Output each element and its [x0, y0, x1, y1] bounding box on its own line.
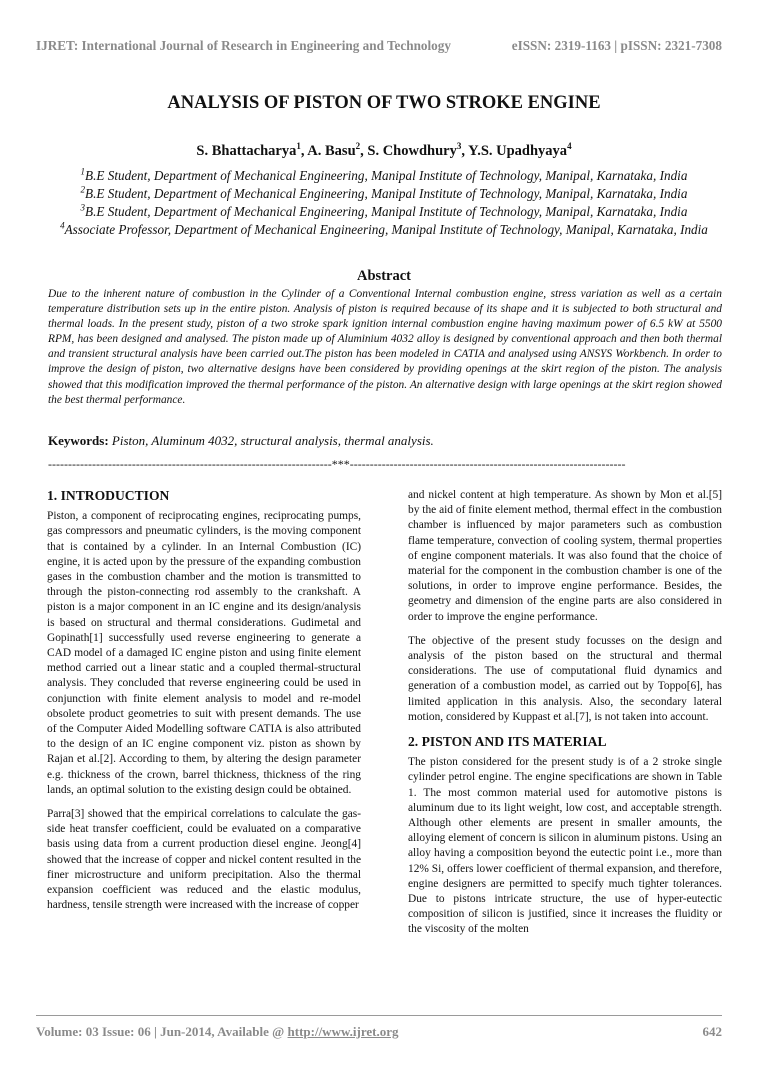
abstract-text: Due to the inherent nature of combustion in the Cylinder of a Conventional Internal combustion engine, stress variation as well as a certain temperature distribution sets up in the entire piston. Analysis of piston is required because of its shape and it is subjected to both structural and thermal loads. In the present study, piston of a two stroke spark ignition internal combustion engine having maximum power of 6.5 kW at 5500 RPM, has been designed and analysed. The piston made up of Aluminium 4032 alloy is designed by conventional approach and then both thermal and transient structural analysis have been carried out.The piston has been modeled in CATIA and analysed using ANSYS Workbench. In order to improve the design of piston, two alternative designs have been considered by providing openings at the skirt region of the piston. The analysis showed that this modification improved the thermal performance of the piston. An alternative design with large openings at the skirt region showed the best thermal performance.: [48, 288, 722, 406]
author: S. Chowdhury: [367, 143, 457, 159]
page-number: 642: [702, 1024, 722, 1039]
paragraph: The objective of the present study focusses on the design and analysis of the piston based on the structural and thermal considerations. The use of computational fluid dynamics and generation of a combustion model, as carried out by Toppo[6], has limited application in this analysis. Also, the secondary lateral motion, considered by Kuppast et al.[7], is not taken into account.: [408, 634, 722, 723]
column-left: [47, 488, 361, 922]
affiliation: $^1$B.E Student, Department of Mechanical Engineering, Manipal Institute of Technology, Manipal, Karnataka, India: [80, 166, 688, 183]
keywords-text: Piston, Aluminum 4032, structural analysis, thermal analysis.: [111, 433, 434, 448]
abstract-heading: Abstract: [357, 268, 411, 284]
paragraph: Piston, a component of reciprocating engines, reciprocating pumps, gas compressors and pneumatic cylinders, is the moving component that is contained by a cylinder. In an Internal Combustion (IC) engine, it is acted upon by the pressure of the expanding combustion gases in the combustion chamber and the motion is transmitted to through the piston-connecting rod assembly to the crankshaft. A piston is a major component in an IC engine and its design/analysis is based on structural and thermal considerations. Gudimetal and Gopinath[1] successfully used reverse engineering to generate a CAD model of a damaged IC engine piston and using finite element method carried out a linear static and a coupled thermal-structural analysis. They concluded that reverse engineering could be used in conjunction with finite element analysis to model and re-model obsolete product geometries to suit with present demands. The use of the Computer Aided Modelling software CATIA is also attributed to the design of an IC engine component viz. piston as shown by Rajan et al.[2]. According to them, by altering the design parameter e.g. thickness of the crown, barrel thickness, thickness of the ring lands, an optimal solution to the existing design could be obtained.: [47, 510, 361, 796]
author: A. Basu: [307, 143, 356, 159]
separator-rule: -----------------------------------------------------------------------***---------------------------------------------------------------------: [48, 457, 626, 471]
author-sup: 1: [296, 141, 301, 152]
affiliation: $^2$B.E Student, Department of Mechanical Engineering, Manipal Institute of Technology, Manipal, Karnataka, India: [80, 184, 688, 201]
affiliation: $^4$Associate Professor, Department of Mechanical Engineering, Manipal Institute of Technology, Manipal, Karnataka, India: [60, 220, 708, 237]
author: Y.S. Upadhyaya: [468, 143, 568, 159]
journal-link[interactable]: http://www.ijret.org: [287, 1024, 399, 1039]
running-header: [36, 38, 722, 56]
volume-info: Volume: 03 Issue: 06 | Jun-2014, Available @ http://www.ijret.org: [36, 1024, 399, 1039]
paragraph: The piston considered for the present study is of a 2 stroke single cylinder petrol engine. The engine specifications are shown in Table 1. The most common material used for automotive pistons is aluminum due to its light weight, low cost, and acceptable strength. Although other elements are present in smaller amounts, the alloying element of concern is silicon in aluminum pistons. Using an alloy having a composition beyond the eutectic point i.e., more than 12% Si, offers lower coefficient of thermal expansion, and therefore, engine designers are permitted to specify much tighter tolerances. Due to pistons intricate structure, the use of hyper-eutectic composition of silicon is justified, since it increases the fluidity or the viscosity of the molten: [408, 756, 722, 936]
paper-title: ANALYSIS OF PISTON OF TWO STROKE ENGINE: [167, 93, 601, 113]
journal-name: IJRET: International Journal of Research in Engineering and Technology: [36, 38, 451, 53]
affiliations: [48, 167, 720, 239]
keywords: [48, 433, 722, 449]
paragraph: Parra[3] showed that the empirical correlations to calculate the gas-side heat transfer coefficient, could be evaluated on a comparative basis using data from a current production diesel engine. Jeong[4] showed that the increase of copper and nickel content resulted in the finer microstructure and uniform precipitation. Also the thermal expansion coefficient was reduced and the elastic modulus, hardness, tensile strength were increased with the increase of copper: [47, 808, 361, 912]
paragraph: and nickel content at high temperature. As shown by Mon et al.[5] by the aid of finite element method, thermal effect in the combustion chamber is influenced by major parameters such as combustion flame temperature, convection of cooling system, thermal properties of engine component materials. It was also found that the choice of material for the component in the combustion chamber is one of the solutions, in order to improve engine performance. Besides, the geometry and dimension of the engine parts are also considered in order to improve the engine performance.: [408, 489, 722, 623]
author-sup: 3: [456, 141, 462, 152]
affiliation: $^3$B.E Student, Department of Mechanical Engineering, Manipal Institute of Technology, Manipal, Karnataka, India: [80, 202, 688, 219]
author: S. Bhattacharya: [196, 143, 297, 159]
section-heading: 1. INTRODUCTION: [47, 488, 170, 503]
section-heading: 2. PISTON AND ITS MATERIAL: [408, 734, 607, 750]
author-list: S. Bhattacharya$^1$, A. Basu$^2$, S. Chowdhury$^3$, Y.S. Upadhyaya$^4$: [196, 141, 572, 159]
footer-rule: [36, 1015, 722, 1016]
author-sup: 2: [355, 141, 361, 152]
keywords-label: Keywords:: [48, 433, 109, 448]
issn: eISSN: 2319-1163 | pISSN: 2321-7308: [511, 38, 722, 53]
author-sup: 4: [567, 141, 572, 152]
column-right: [408, 488, 722, 947]
